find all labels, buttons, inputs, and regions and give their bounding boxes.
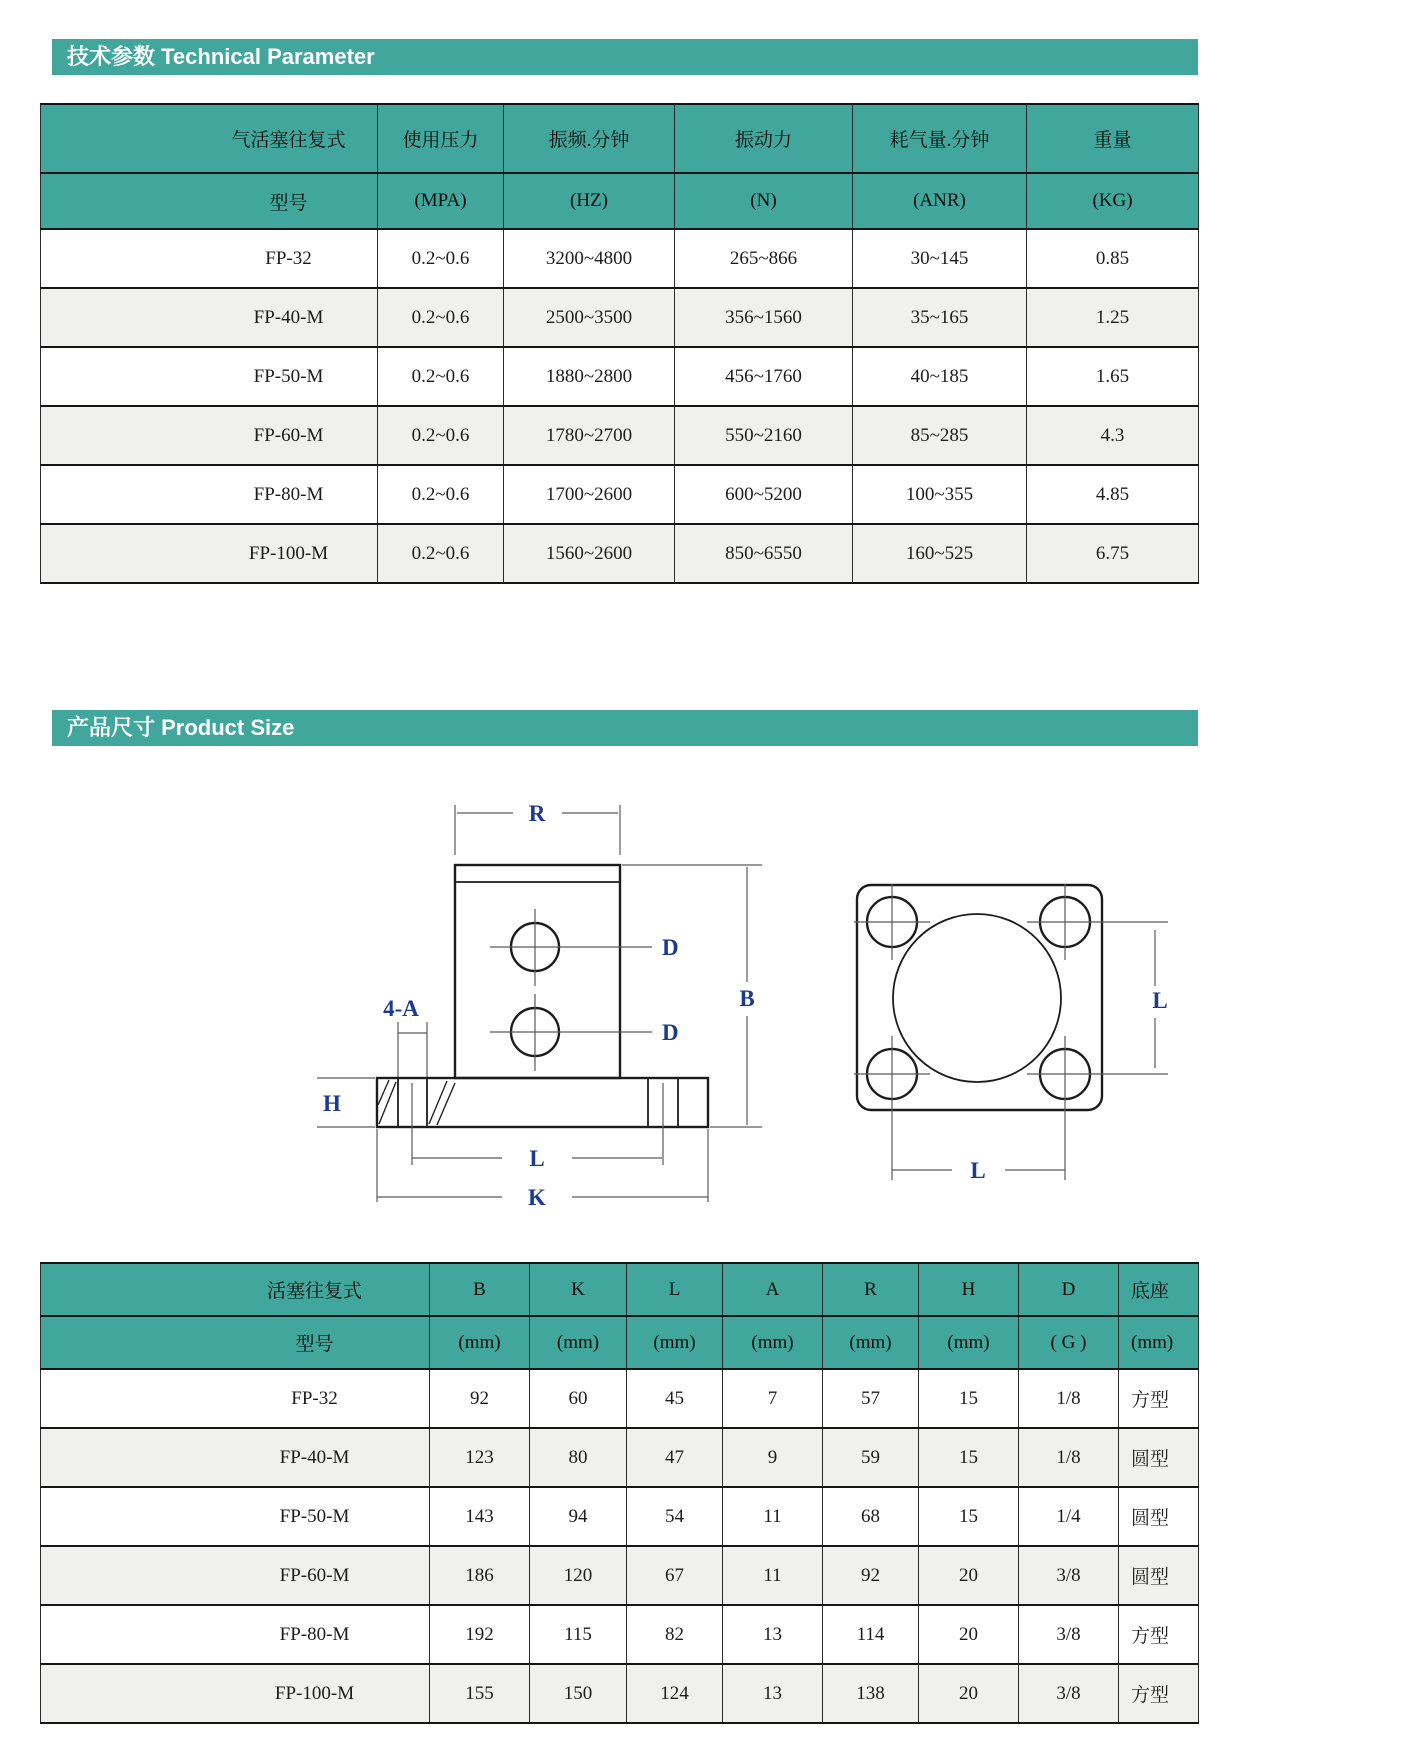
table-cell: 方型 — [1119, 1605, 1199, 1664]
table-row — [41, 1487, 1199, 1546]
table-cell: 54 — [627, 1487, 723, 1546]
table-cell: 7 — [723, 1369, 823, 1428]
table-cell: 0.85 — [1027, 229, 1199, 288]
dim-label-d-lower: D — [662, 1020, 679, 1045]
dim-label-b: B — [739, 986, 755, 1011]
table-row — [41, 1605, 1199, 1664]
col-frequency: 振频.分钟 — [504, 104, 675, 173]
table-cell: 0.2~0.6 — [378, 229, 504, 288]
col-model-type: 气活塞往复式 — [41, 104, 378, 173]
table-cell: 20 — [919, 1546, 1019, 1605]
table-cell: 60 — [530, 1369, 627, 1428]
table-row — [41, 1428, 1199, 1487]
section-title-technical-parameter: 技术参数 Technical Parameter — [52, 39, 1198, 75]
table-cell: 100~355 — [853, 465, 1027, 524]
table-cell: 155 — [430, 1664, 530, 1723]
unit-kg: (KG) — [1027, 173, 1199, 229]
table-cell: FP-50-M — [41, 1487, 430, 1546]
table-cell: FP-100-M — [41, 524, 378, 583]
technical-parameter-table-header — [41, 104, 1199, 229]
unit-l-mm: (mm) — [627, 1316, 723, 1369]
table-cell: 20 — [919, 1605, 1019, 1664]
table-cell: 35~165 — [853, 288, 1027, 347]
table-cell: 550~2160 — [675, 406, 853, 465]
col-air-consumption: 耗气量.分钟 — [853, 104, 1027, 173]
table-cell: 6.75 — [1027, 524, 1199, 583]
front-view-drawing — [317, 801, 762, 1210]
table-cell: FP-80-M — [41, 1605, 430, 1664]
table-cell: FP-100-M — [41, 1664, 430, 1723]
table-cell: 圆型 — [1119, 1487, 1199, 1546]
table-cell: 1700~2600 — [504, 465, 675, 524]
table-cell: FP-40-M — [41, 288, 378, 347]
table-cell: 1.25 — [1027, 288, 1199, 347]
table-cell: 0.2~0.6 — [378, 347, 504, 406]
unit-anr: (ANR) — [853, 173, 1027, 229]
table-cell: 114 — [823, 1605, 919, 1664]
dim-label-4a: 4-A — [383, 996, 419, 1021]
dim-label-k: K — [528, 1185, 546, 1210]
col-model-label: 型号 — [41, 173, 378, 229]
product-dimension-drawing — [40, 760, 1200, 1230]
table-row — [41, 465, 1199, 524]
table-row — [41, 347, 1199, 406]
table-cell: 0.2~0.6 — [378, 465, 504, 524]
table-cell: 456~1760 — [675, 347, 853, 406]
table-cell: 4.3 — [1027, 406, 1199, 465]
table-row — [41, 406, 1199, 465]
unit-n: (N) — [675, 173, 853, 229]
table-cell: 600~5200 — [675, 465, 853, 524]
table-cell: 124 — [627, 1664, 723, 1723]
dim-label-d-upper: D — [662, 935, 679, 960]
unit-mpa: (MPA) — [378, 173, 504, 229]
table-cell: 3/8 — [1019, 1546, 1119, 1605]
bottom-view-drawing — [854, 884, 1168, 1183]
table-cell: 30~145 — [853, 229, 1027, 288]
product-size-table-header — [41, 1263, 1199, 1369]
dim-label-l-bottom: L — [970, 1158, 986, 1183]
technical-parameter-table — [40, 103, 1199, 584]
table-cell: 265~866 — [675, 229, 853, 288]
product-size-table-body — [41, 1369, 1199, 1723]
table-cell: 115 — [530, 1605, 627, 1664]
table-cell: 92 — [823, 1546, 919, 1605]
table-cell: 20 — [919, 1664, 1019, 1723]
table-row — [41, 229, 1199, 288]
table-cell: 80 — [530, 1428, 627, 1487]
unit-base-mm: (mm) — [1119, 1316, 1199, 1369]
col-d: D — [1019, 1263, 1119, 1316]
table-cell: 13 — [723, 1664, 823, 1723]
unit-r-mm: (mm) — [823, 1316, 919, 1369]
table-cell: 143 — [430, 1487, 530, 1546]
col-b: B — [430, 1263, 530, 1316]
table-row — [41, 1369, 1199, 1428]
table-cell: 2500~3500 — [504, 288, 675, 347]
col-h: H — [919, 1263, 1019, 1316]
table-cell: 1/4 — [1019, 1487, 1119, 1546]
dim-label-h: H — [323, 1091, 341, 1116]
dim-label-l-flange: L — [529, 1146, 545, 1171]
header-units-row — [41, 173, 1199, 229]
table-cell: 57 — [823, 1369, 919, 1428]
col-force: 振动力 — [675, 104, 853, 173]
technical-parameter-table-body — [41, 229, 1199, 583]
table-cell: 68 — [823, 1487, 919, 1546]
table-cell: 47 — [627, 1428, 723, 1487]
section-title-product-size: 产品尺寸 Product Size — [52, 710, 1198, 746]
unit-k-mm: (mm) — [530, 1316, 627, 1369]
table-cell: 67 — [627, 1546, 723, 1605]
table-cell: 192 — [430, 1605, 530, 1664]
table-cell: 160~525 — [853, 524, 1027, 583]
table-cell: 120 — [530, 1546, 627, 1605]
table-cell: FP-32 — [41, 229, 378, 288]
table-cell: 方型 — [1119, 1369, 1199, 1428]
table-cell: 0.2~0.6 — [378, 524, 504, 583]
table-cell: 1780~2700 — [504, 406, 675, 465]
table-cell: 123 — [430, 1428, 530, 1487]
table-row — [41, 288, 1199, 347]
table-cell: 94 — [530, 1487, 627, 1546]
table-cell: 1/8 — [1019, 1428, 1119, 1487]
dim-label-l-side: L — [1152, 988, 1168, 1013]
table-cell: 92 — [430, 1369, 530, 1428]
table-cell: 15 — [919, 1369, 1019, 1428]
table-cell: 1.65 — [1027, 347, 1199, 406]
table-cell: 0.2~0.6 — [378, 406, 504, 465]
table-cell: 15 — [919, 1487, 1019, 1546]
table-cell: 59 — [823, 1428, 919, 1487]
unit-d-g: ( G ) — [1019, 1316, 1119, 1369]
unit-h-mm: (mm) — [919, 1316, 1019, 1369]
table-cell: FP-60-M — [41, 406, 378, 465]
table-row — [41, 1664, 1199, 1723]
unit-b-mm: (mm) — [430, 1316, 530, 1369]
table-cell: 3200~4800 — [504, 229, 675, 288]
table-cell: 1560~2600 — [504, 524, 675, 583]
table-cell: 方型 — [1119, 1664, 1199, 1723]
unit-hz: (HZ) — [504, 173, 675, 229]
col-model-label: 型号 — [41, 1316, 430, 1369]
table-cell: 4.85 — [1027, 465, 1199, 524]
unit-a-mm: (mm) — [723, 1316, 823, 1369]
table-cell: 15 — [919, 1428, 1019, 1487]
table-cell: 9 — [723, 1428, 823, 1487]
table-cell: 850~6550 — [675, 524, 853, 583]
table-cell: 356~1560 — [675, 288, 853, 347]
col-r: R — [823, 1263, 919, 1316]
dim-label-r: R — [528, 801, 546, 826]
table-cell: 圆型 — [1119, 1428, 1199, 1487]
product-size-table — [40, 1262, 1199, 1724]
table-cell: FP-50-M — [41, 347, 378, 406]
table-cell: 圆型 — [1119, 1546, 1199, 1605]
table-cell: FP-60-M — [41, 1546, 430, 1605]
col-a: A — [723, 1263, 823, 1316]
header-row — [41, 104, 1199, 173]
header-row — [41, 1263, 1199, 1316]
table-cell: 1880~2800 — [504, 347, 675, 406]
table-cell: 11 — [723, 1487, 823, 1546]
table-cell: 40~185 — [853, 347, 1027, 406]
table-cell: FP-32 — [41, 1369, 430, 1428]
col-model-type: 活塞往复式 — [41, 1263, 430, 1316]
table-cell: 85~285 — [853, 406, 1027, 465]
table-cell: 45 — [627, 1369, 723, 1428]
table-cell: 0.2~0.6 — [378, 288, 504, 347]
table-cell: 3/8 — [1019, 1664, 1119, 1723]
header-units-row — [41, 1316, 1199, 1369]
table-cell: 150 — [530, 1664, 627, 1723]
table-row — [41, 1546, 1199, 1605]
col-k: K — [530, 1263, 627, 1316]
table-cell: 138 — [823, 1664, 919, 1723]
table-cell: 82 — [627, 1605, 723, 1664]
col-l: L — [627, 1263, 723, 1316]
table-cell: FP-80-M — [41, 465, 378, 524]
table-cell: 186 — [430, 1546, 530, 1605]
col-weight: 重量 — [1027, 104, 1199, 173]
table-cell: 3/8 — [1019, 1605, 1119, 1664]
table-row — [41, 524, 1199, 583]
table-cell: FP-40-M — [41, 1428, 430, 1487]
table-cell: 11 — [723, 1546, 823, 1605]
col-pressure: 使用压力 — [378, 104, 504, 173]
col-base: 底座 — [1119, 1263, 1199, 1316]
table-cell: 13 — [723, 1605, 823, 1664]
table-cell: 1/8 — [1019, 1369, 1119, 1428]
